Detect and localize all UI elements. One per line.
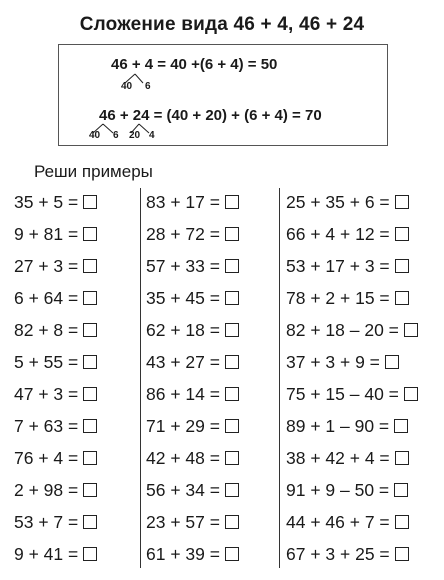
- problem-text: 53 + 7 =: [14, 511, 79, 532]
- answer-box[interactable]: [83, 483, 97, 497]
- example-box: [58, 44, 388, 146]
- answer-box[interactable]: [394, 419, 408, 433]
- answer-box[interactable]: [395, 195, 409, 209]
- problem-row: [14, 506, 139, 538]
- problem-text: 89 + 1 – 90 =: [286, 415, 390, 436]
- answer-box[interactable]: [225, 515, 239, 529]
- problem-text: 67 + 3 + 25 =: [286, 543, 390, 564]
- problem-text: 42 + 48 =: [146, 447, 220, 468]
- problem-row: [286, 282, 442, 314]
- column-divider: [140, 188, 141, 568]
- problem-text: 82 + 8 =: [14, 319, 79, 340]
- problem-row: [146, 314, 276, 346]
- problem-text: 6 + 64 =: [14, 287, 79, 308]
- problem-text: 9 + 41 =: [14, 543, 79, 564]
- answer-box[interactable]: [225, 483, 239, 497]
- decomposition-part: 6: [113, 130, 119, 141]
- problem-row: [286, 314, 442, 346]
- problem-text: 35 + 45 =: [146, 287, 220, 308]
- problem-text: 86 + 14 =: [146, 383, 220, 404]
- page-title: Сложение вида 46 + 4, 46 + 24: [79, 14, 365, 35]
- problem-row: [14, 442, 139, 474]
- answer-box[interactable]: [83, 419, 97, 433]
- problem-text: 75 + 15 – 40 =: [286, 383, 399, 404]
- problem-text: 47 + 3 =: [14, 383, 79, 404]
- problem-row: [146, 186, 276, 218]
- answer-box[interactable]: [225, 259, 239, 273]
- problem-text: 62 + 18 =: [146, 319, 220, 340]
- problem-text: 9 + 81 =: [14, 223, 79, 244]
- problem-row: [14, 474, 139, 506]
- answer-box[interactable]: [225, 547, 239, 561]
- example-equation-1: 46 + 4 = 40 +(6 + 4) = 50: [111, 56, 278, 73]
- answer-box[interactable]: [225, 419, 239, 433]
- answer-box[interactable]: [83, 355, 97, 369]
- problem-row: [14, 250, 139, 282]
- problem-row: [286, 346, 442, 378]
- problem-row: [14, 282, 139, 314]
- problem-row: [14, 410, 139, 442]
- answer-box[interactable]: [395, 291, 409, 305]
- problem-row: [286, 474, 442, 506]
- answer-box[interactable]: [83, 291, 97, 305]
- answer-box[interactable]: [225, 387, 239, 401]
- problem-text: 27 + 3 =: [14, 255, 79, 276]
- answer-box[interactable]: [395, 259, 409, 273]
- problem-text: 2 + 98 =: [14, 479, 79, 500]
- problem-text: 35 + 5 =: [14, 191, 79, 212]
- problem-text: 66 + 4 + 12 =: [286, 223, 390, 244]
- problem-row: [286, 506, 442, 538]
- problem-column-2: [146, 186, 276, 570]
- problem-text: 43 + 27 =: [146, 351, 220, 372]
- problem-row: [146, 378, 276, 410]
- problem-row: [14, 314, 139, 346]
- problem-row: [286, 378, 442, 410]
- problem-text: 37 + 3 + 9 =: [286, 351, 380, 372]
- problem-row: [286, 186, 442, 218]
- problem-text: 61 + 39 =: [146, 543, 220, 564]
- answer-box[interactable]: [83, 451, 97, 465]
- answer-box[interactable]: [83, 387, 97, 401]
- answer-box[interactable]: [404, 387, 418, 401]
- answer-box[interactable]: [395, 227, 409, 241]
- answer-box[interactable]: [225, 291, 239, 305]
- section-label: Реши примеры: [34, 162, 153, 181]
- problem-row: [286, 538, 442, 570]
- problem-row: [14, 538, 139, 570]
- problem-row: [286, 250, 442, 282]
- problem-row: [146, 442, 276, 474]
- problem-text: 57 + 33 =: [146, 255, 220, 276]
- problem-row: [14, 186, 139, 218]
- answer-box[interactable]: [225, 195, 239, 209]
- decomposition-part: 6: [145, 81, 151, 92]
- problem-text: 91 + 9 – 50 =: [286, 479, 390, 500]
- problem-row: [146, 506, 276, 538]
- problem-column-1: [14, 186, 139, 570]
- example-equation-2: 46 + 24 = (40 + 20) + (6 + 4) = 70: [99, 107, 322, 124]
- problem-row: [14, 346, 139, 378]
- problem-row: [146, 250, 276, 282]
- problem-text: 28 + 72 =: [146, 223, 220, 244]
- decomposition-part: 40: [121, 81, 133, 92]
- answer-box[interactable]: [404, 323, 418, 337]
- problem-text: 44 + 46 + 7 =: [286, 511, 390, 532]
- answer-box[interactable]: [225, 227, 239, 241]
- problem-text: 23 + 57 =: [146, 511, 220, 532]
- answer-box[interactable]: [394, 483, 408, 497]
- answer-box[interactable]: [83, 227, 97, 241]
- problem-row: [14, 378, 139, 410]
- problem-row: [286, 442, 442, 474]
- answer-box[interactable]: [385, 355, 399, 369]
- problem-row: [146, 346, 276, 378]
- answer-box[interactable]: [225, 355, 239, 369]
- problem-text: 53 + 17 + 3 =: [286, 255, 390, 276]
- problem-text: 83 + 17 =: [146, 191, 220, 212]
- problem-row: [14, 218, 139, 250]
- decomposition-part: 20: [129, 130, 141, 141]
- answer-box[interactable]: [225, 451, 239, 465]
- decomposition-part: 40: [89, 130, 101, 141]
- problem-column-3: [286, 186, 442, 570]
- problem-row: [146, 410, 276, 442]
- problem-row: [146, 282, 276, 314]
- problem-text: 76 + 4 =: [14, 447, 79, 468]
- answer-box[interactable]: [395, 547, 409, 561]
- decomposition-part: 4: [149, 130, 155, 141]
- problem-row: [146, 218, 276, 250]
- answer-box[interactable]: [83, 515, 97, 529]
- answer-box[interactable]: [83, 547, 97, 561]
- answer-box[interactable]: [83, 195, 97, 209]
- answer-box[interactable]: [395, 515, 409, 529]
- problem-row: [146, 538, 276, 570]
- problem-text: 5 + 55 =: [14, 351, 79, 372]
- problem-row: [286, 218, 442, 250]
- problem-text: 82 + 18 – 20 =: [286, 319, 399, 340]
- problem-text: 78 + 2 + 15 =: [286, 287, 390, 308]
- problem-text: 71 + 29 =: [146, 415, 220, 436]
- answer-box[interactable]: [225, 323, 239, 337]
- answer-box[interactable]: [83, 259, 97, 273]
- problem-row: [146, 474, 276, 506]
- answer-box[interactable]: [83, 323, 97, 337]
- problem-text: 56 + 34 =: [146, 479, 220, 500]
- answer-box[interactable]: [395, 451, 409, 465]
- problem-text: 38 + 42 + 4 =: [286, 447, 390, 468]
- problem-text: 25 + 35 + 6 =: [286, 191, 390, 212]
- problem-row: [286, 410, 442, 442]
- problem-text: 7 + 63 =: [14, 415, 79, 436]
- column-divider: [279, 188, 280, 568]
